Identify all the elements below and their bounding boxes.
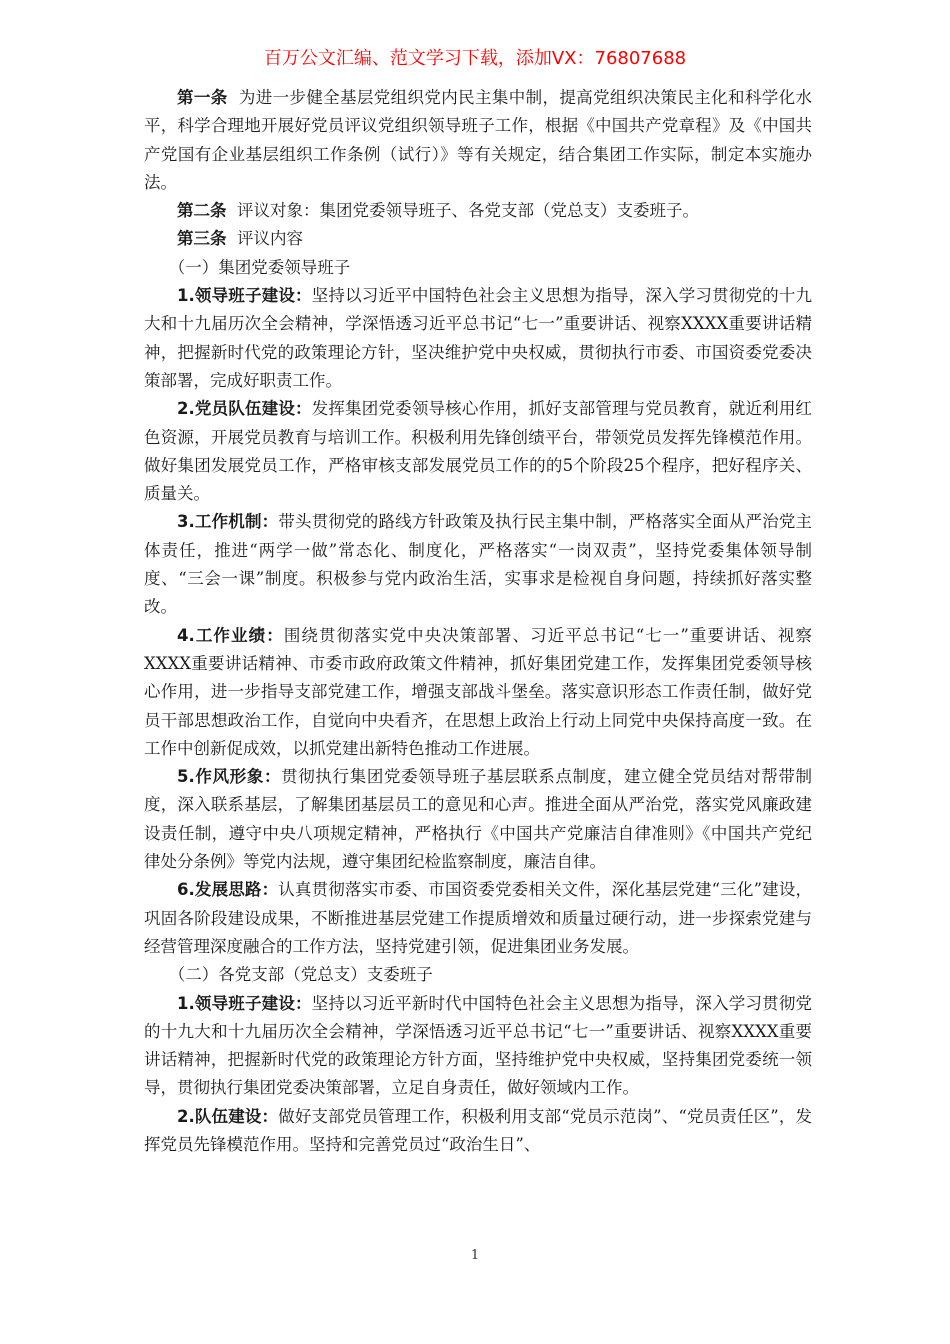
section-heading-text: （一）集团党委领导班子 [168, 257, 351, 277]
paragraph-item [144, 622, 812, 763]
paragraph-label: 3.工作机制： [177, 512, 279, 532]
paragraph-text: 围绕贯彻落实党中央决策部署、习近平总书记“七一”重要讲话、视察XXXX重要讲话精神、市委市政府政策文件精神，抓好集团党建工作，发挥集团党委领导核心作用，进一步指导支部党建工作，增强支部战斗堡垒。落实意识形态工作责任制，做好党员干部思想政治工作，自觉向中央看齐，在思想上政治上行动上同党中央保持高度一致。在工作中创新促成效，以抓党建出新特色推动工作进展。 [144, 625, 812, 758]
paragraph-text: 贯彻执行集团党委领导班子基层联系点制度，建立健全党员结对帮带制度，深入联系基层，了解集团基层员工的意见和心声。推进全面从严治党，落实党风廉政建设责任制，遵守中央八项规定精神，严格执行《中国共产党廉洁自律准则》《中国共产党纪律处分条例》等党内法规，遵守集团纪检监察制度，廉洁自律。 [144, 767, 812, 872]
paragraph-item [144, 282, 812, 395]
paragraph-text: 坚持以习近平中国特色社会主义思想为指导，深入学习贯彻党的十九大和十九届历次全会精神，学深悟透习近平总书记“七一”重要讲话、视察XXXX重要讲话精神，把握新时代党的政策理论方针，坚决维护党中央权威，贯彻执行市委、市国资委党委决策部署，完成好职责工作。 [144, 286, 813, 390]
section-heading-1 [144, 254, 812, 282]
paragraph-article-2 [144, 197, 812, 225]
paragraph-item [144, 1103, 812, 1160]
paragraph-text: 评议内容 [237, 229, 303, 249]
document-body [144, 84, 812, 1159]
paragraph-text: 评议对象：集团党委领导班子、各党支部（党总支）支委班子。 [237, 201, 699, 221]
paragraph-label: 1.领导班子建设： [177, 993, 312, 1013]
paragraph-label: 5.作风形象： [177, 767, 282, 787]
paragraph-label: 2.党员队伍建设： [177, 399, 312, 419]
paragraph-article-3 [144, 225, 812, 253]
header-banner: 百万公文汇编、范文学习下载，添加VX：76807688 [263, 48, 687, 69]
paragraph-text: 坚持以习近平新时代中国特色社会主义思想为指导，深入学习贯彻党的十九大和十九届历次全会精神，学深悟透习近平总书记“七一”重要讲话、视察XXXX重要讲话精神，把握新时代党的政策理论方针方面，坚持维护党中央权威，坚持集团党委统一领导，贯彻执行集团党委决策部署，立足自身责任，做好领域内工作。 [144, 993, 813, 1098]
paragraph-article-1 [144, 84, 812, 197]
paragraph-item [144, 395, 812, 508]
paragraph-label: 第三条 [177, 229, 227, 249]
paragraph-item [144, 508, 812, 621]
paragraph-item [144, 990, 812, 1103]
paragraph-item [144, 876, 812, 961]
paragraph-label: 第一条 [177, 88, 228, 107]
paragraph-label: 1.领导班子建设： [177, 286, 312, 306]
paragraph-label: 2.队伍建设： [177, 1106, 279, 1126]
paragraph-text: 做好支部党员管理工作，积极利用支部“党员示范岗”、“党员责任区”，发挥党员先锋模范作用。坚持和完善党员过“政治生日”、 [144, 1106, 812, 1154]
section-heading-2 [144, 961, 812, 989]
paragraph-text: 为进一步健全基层党组织党内民主集中制，提高党组织决策民主化和科学化水平，科学合理地开展好党员评议党组织领导班子工作，根据《中国共产党章程》及《中国共产党国有企业基层组织工作条例（试行）》等有关规定，结合集团工作实际，制定本实施办法。 [144, 88, 813, 192]
paragraph-text: 带头贯彻党的路线方针政策及执行民主集中制，严格落实全面从严治党主体责任，推进“两学一做”常态化、制度化，严格落实“一岗双责”，坚持党委集体领导制度、“三会一课”制度。积极参与党内政治生活，实事求是检视自身问题，持续抓好落实整改。 [144, 512, 812, 617]
page-number: 1 [470, 1248, 480, 1263]
paragraph-item [144, 763, 812, 876]
paragraph-label: 第二条 [177, 201, 227, 221]
section-heading-text: （二）各党支部（党总支）支委班子 [168, 965, 433, 985]
paragraph-text: 发挥集团党委领导核心作用，抓好支部管理与党员教育，就近利用红色资源，开展党员教育与培训工作。积极利用先锋创绩平台，带领党员发挥先锋模范作用。做好集团发展党员工作，严格审核支部发展党员工作的的5个阶段25个程序，把好程序关、质量关。 [144, 399, 813, 504]
paragraph-text: 认真贯彻落实市委、市国资委党委相关文件，深化基层党建“三化”建设，巩固各阶段建设成果，不断推进基层党建工作提质增效和质量过硬行动，进一步探索党建与经营管理深度融合的工作方法，坚持党建引领，促进集团业务发展。 [144, 880, 813, 956]
paragraph-label: 6.发展思路： [177, 880, 279, 900]
paragraph-label: 4.工作业绩： [177, 625, 284, 645]
